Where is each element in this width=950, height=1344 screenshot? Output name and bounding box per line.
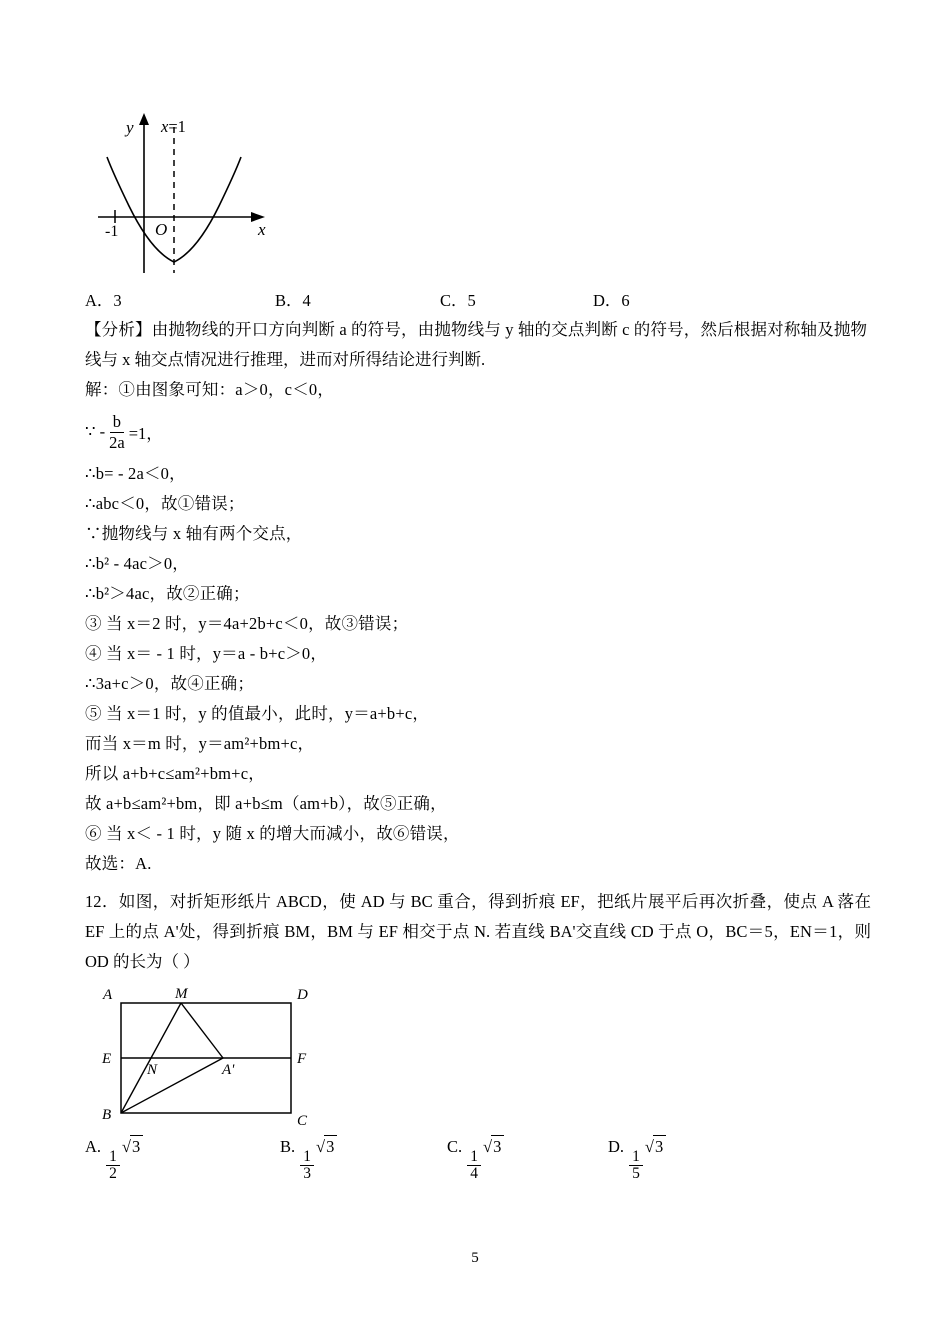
q12-option-a[interactable] xyxy=(85,1135,143,1182)
solution-line-5: ∵抛物线与 x 轴有两个交点， xyxy=(85,524,303,543)
q12-option-d-radicand: 3 xyxy=(653,1135,666,1157)
q12-option-b-fraction xyxy=(300,1149,314,1183)
q11-option-c-value: 5 xyxy=(467,291,476,310)
q12-option-d[interactable] xyxy=(608,1135,666,1182)
q12-option-d-letter: D. xyxy=(608,1137,625,1156)
label-A: A xyxy=(103,987,113,1003)
figure-parabola-container xyxy=(85,105,875,287)
solution-line-15: ⑥ 当 x＜ - 1 时，y 随 x 的增大而减小，故⑥错误， xyxy=(85,824,460,843)
solution-line-4: ∴abc＜0，故①错误； xyxy=(85,494,245,513)
solution-line-13: 所以 a+b+c≤am²+bm+c， xyxy=(85,764,265,783)
q12-statement xyxy=(85,887,871,977)
label-B: B xyxy=(102,1107,112,1123)
q11-option-b-value: 4 xyxy=(302,291,311,310)
fraction-numerator: b xyxy=(110,413,124,432)
q12-option-d-sqrt: √3 xyxy=(644,1135,666,1157)
analysis-paragraph xyxy=(85,315,867,375)
solution-question-gap xyxy=(85,879,875,887)
solution-line-14: 故 a+b≤am²+bm，即 a+b≤m（am+b），故⑤正确， xyxy=(85,794,447,813)
q12-option-a-sqrt: √3 xyxy=(121,1135,143,1157)
parabola-symmetry-label: x=1 xyxy=(161,117,186,136)
q12-option-c-numerator: 1 xyxy=(467,1149,481,1166)
q12-number: 12． xyxy=(85,892,119,911)
q12-option-a-letter: A. xyxy=(85,1137,102,1156)
fraction-denominator: 2a xyxy=(109,432,125,452)
solution-line-12: 而当 x＝m 时，y＝am²+bm+c， xyxy=(85,734,315,753)
q12-option-b[interactable] xyxy=(280,1135,337,1182)
q12-option-c-radicand: 3 xyxy=(491,1135,504,1157)
q11-option-b-letter: B． xyxy=(275,291,303,310)
q12-option-b-sqrt: √3 xyxy=(315,1135,337,1157)
q11-option-d[interactable] xyxy=(593,287,630,311)
solution-line-11: ⑤ 当 x＝1 时，y 的值最小，此时，y＝a+b+c， xyxy=(85,704,430,723)
solution-line-7: ∴b²＞4ac，故②正确； xyxy=(85,584,250,603)
q11-option-d-value: 6 xyxy=(621,291,630,310)
q12-option-b-numerator: 1 xyxy=(300,1149,314,1166)
q11-option-a-value: 3 xyxy=(113,291,122,310)
figure-geometry-container xyxy=(93,985,323,1133)
q12-option-c-denominator: 4 xyxy=(470,1164,479,1182)
solution-line-10: ∴3a+c＞0，故④正确； xyxy=(85,674,255,693)
label-N: N xyxy=(147,1062,158,1078)
q12-option-c-fraction xyxy=(467,1149,481,1183)
q11-options-row xyxy=(85,287,875,315)
solution-line-6: ∴b² - 4ac＞0， xyxy=(85,554,189,573)
q12-option-a-numerator: 1 xyxy=(106,1149,120,1166)
parabola-origin-label: O xyxy=(155,220,168,239)
q11-option-a[interactable] xyxy=(85,287,122,311)
q12-text: 如图，对折矩形纸片 ABCD，使 AD 与 BC 重合，得到折痕 EF，把纸片展平后再次折叠，使点 A 落在 EF 上的点 A'处，得到折痕 BM，BM 与 EF 相交于点 N. 若直线 BA'交直线 CD 于点 O，BC＝5，EN＝1，则 OD 的长为（ ） xyxy=(85,892,872,971)
label-C: C xyxy=(297,1113,308,1129)
analysis-label: 【分析】 xyxy=(85,320,152,339)
q11-option-d-letter: D． xyxy=(593,291,622,310)
solution-line-9: ④ 当 x＝ - 1 时，y＝a - b+c＞0， xyxy=(85,644,328,663)
page-content xyxy=(85,105,875,1182)
q12-figure-gap xyxy=(85,977,875,985)
q11-option-c-letter: C． xyxy=(440,291,468,310)
page-number: 5 xyxy=(471,1250,479,1266)
q12-option-a-radicand: 3 xyxy=(130,1135,143,1157)
solution-line-3: ∴b= - 2a＜0， xyxy=(85,464,186,483)
q12-options-row xyxy=(85,1133,875,1182)
solution-line-1: 解：①由图象可知：a＞0，c＜0， xyxy=(85,380,335,399)
q12-option-c-letter: C. xyxy=(447,1137,463,1156)
parabola-x-label: x xyxy=(258,220,266,239)
parabola-graph xyxy=(93,105,283,283)
q12-option-a-fraction xyxy=(106,1149,120,1183)
q12-option-d-numerator: 1 xyxy=(629,1149,643,1166)
analysis-text: 由抛物线的开口方向判断 a 的符号，由抛物线与 y 轴的交点判断 c 的符号，然后根据对称轴及抛物线与 x 轴交点情况进行推理，进而对所得结论进行判断. xyxy=(85,320,867,369)
q12-option-d-denominator: 5 xyxy=(632,1164,640,1182)
rectangle-fold-diagram xyxy=(93,985,323,1133)
q11-option-b[interactable] xyxy=(275,287,311,311)
q11-option-a-letter: A． xyxy=(85,291,114,310)
label-E: E xyxy=(102,1051,112,1067)
parabola-y-label: y xyxy=(126,118,134,137)
q12-option-c[interactable] xyxy=(447,1135,504,1182)
q12-option-b-radicand: 3 xyxy=(324,1135,337,1157)
label-M: M xyxy=(175,986,188,1002)
solution-line-16: 故选：A. xyxy=(85,854,152,873)
label-A-prime: A' xyxy=(222,1062,235,1078)
fraction-b-over-2a xyxy=(106,413,128,451)
q11-option-c[interactable] xyxy=(440,287,476,311)
q12-option-c-sqrt: √3 xyxy=(482,1135,504,1157)
label-F: F xyxy=(297,1051,307,1067)
q12-option-a-denominator: 2 xyxy=(109,1164,117,1182)
fraction-prefix: ∵ - xyxy=(85,422,106,441)
solution-fraction-line xyxy=(85,405,875,459)
q12-option-b-letter: B. xyxy=(280,1137,296,1156)
solution-line-8: ③ 当 x＝2 时，y＝4a+2b+c＜0，故③错误； xyxy=(85,614,409,633)
parabola-tick-label: -1 xyxy=(105,223,119,240)
q12-option-b-denominator: 3 xyxy=(303,1164,312,1182)
label-D: D xyxy=(297,987,308,1003)
q12-option-d-fraction xyxy=(629,1149,643,1183)
fraction-suffix: =1， xyxy=(128,424,163,443)
